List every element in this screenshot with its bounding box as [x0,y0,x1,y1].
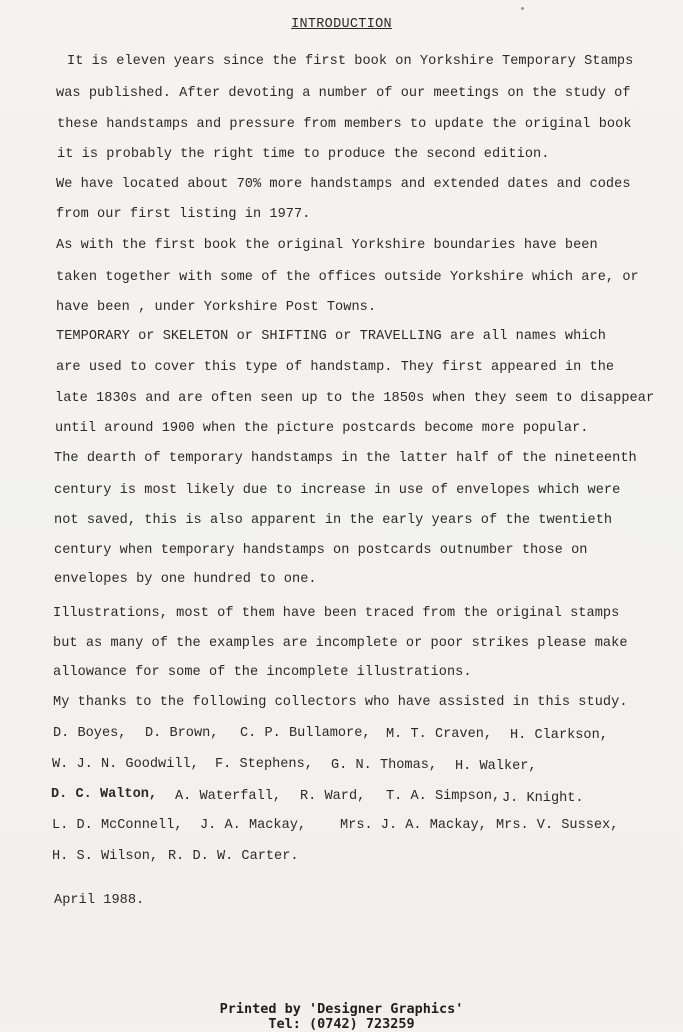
paragraph-line: it is probably the right time to produce the second edition. [57,147,550,162]
paragraph-line: are used to cover this type of handstamp. They first appeared in the [56,360,615,375]
collector-name: R. Ward, [300,789,366,804]
collector-name: M. T. Craven, [386,727,493,742]
paragraph-line: My thanks to the following collectors who have assisted in this study. [53,695,628,710]
collector-name: T. A. Simpson, [386,789,501,804]
paragraph-line: allowance for some of the incomplete illustrations. [53,665,472,680]
paragraph-line: taken together with some of the offices outside Yorkshire which are, or [56,270,639,285]
collector-name: G. N. Thomas, [331,758,438,773]
paragraph-line: have been , under Yorkshire Post Towns. [56,300,377,315]
paragraph-line: not saved, this is also apparent in the early years of the twentieth [54,513,613,528]
paragraph-line: these handstamps and pressure from members to update the original book [57,117,632,132]
collector-name: C. P. Bullamore, [240,726,371,741]
collector-name: H. Walker, [455,759,537,774]
collector-name: Mrs. V. Sussex, [496,818,619,833]
collector-name: F. Stephens, [215,757,313,772]
paragraph-line: TEMPORARY or SKELETON or SHIFTING or TRAVELLING are all names which [56,329,606,344]
paper-speck [521,7,524,10]
printer-telephone: Tel: (0742) 723259 [268,1016,415,1032]
collector-name: R. D. W. Carter. [168,849,299,864]
collector-name: Mrs. J. A. Mackay, [340,818,487,833]
page-title: INTRODUCTION [291,17,392,32]
paragraph-line: It is eleven years since the first book on Yorkshire Temporary Stamps [67,54,634,69]
paragraph-line: late 1830s and are often seen up to the 1850s when they seem to disappear [55,391,655,406]
printer-credit: Printed by 'Designer Graphics' [219,1001,464,1017]
paragraph-line: until around 1900 when the picture postcards become more popular. [55,421,589,436]
paragraph-line: from our first listing in 1977. [56,207,311,222]
paragraph-line: century when temporary handstamps on postcards outnumber those on [54,543,588,558]
paragraph-line: The dearth of temporary handstamps in the latter half of the nineteenth [54,451,637,466]
paragraph-line: was published. After devoting a number of our meetings on the study of [56,86,631,101]
collector-name: L. D. McConnell, [52,818,183,833]
collector-name: J. A. Mackay, [200,818,307,833]
paragraph-line: As with the first book the original Yorkshire boundaries have been [56,238,598,253]
paragraph-line: envelopes by one hundred to one. [54,572,317,587]
paragraph-line: century is most likely due to increase in use of envelopes which were [54,483,621,498]
collector-name: H. Clarkson, [510,728,608,743]
collector-name: H. S. Wilson, [52,849,159,864]
collector-name: W. J. N. Goodwill, [52,757,199,772]
collector-name: D. C. Walton, [51,787,158,802]
collector-name: J. Knight. [502,791,584,806]
paragraph-line: but as many of the examples are incomplete or poor strikes please make [53,636,628,651]
document-date: April 1988. [54,893,145,908]
paragraph-line: We have located about 70% more handstamps and extended dates and codes [56,177,631,192]
collector-name: D. Boyes, [53,726,127,741]
paragraph-line: Illustrations, most of them have been traced from the original stamps [53,606,620,621]
collector-name: D. Brown, [145,726,219,741]
collector-name: A. Waterfall, [175,789,282,804]
